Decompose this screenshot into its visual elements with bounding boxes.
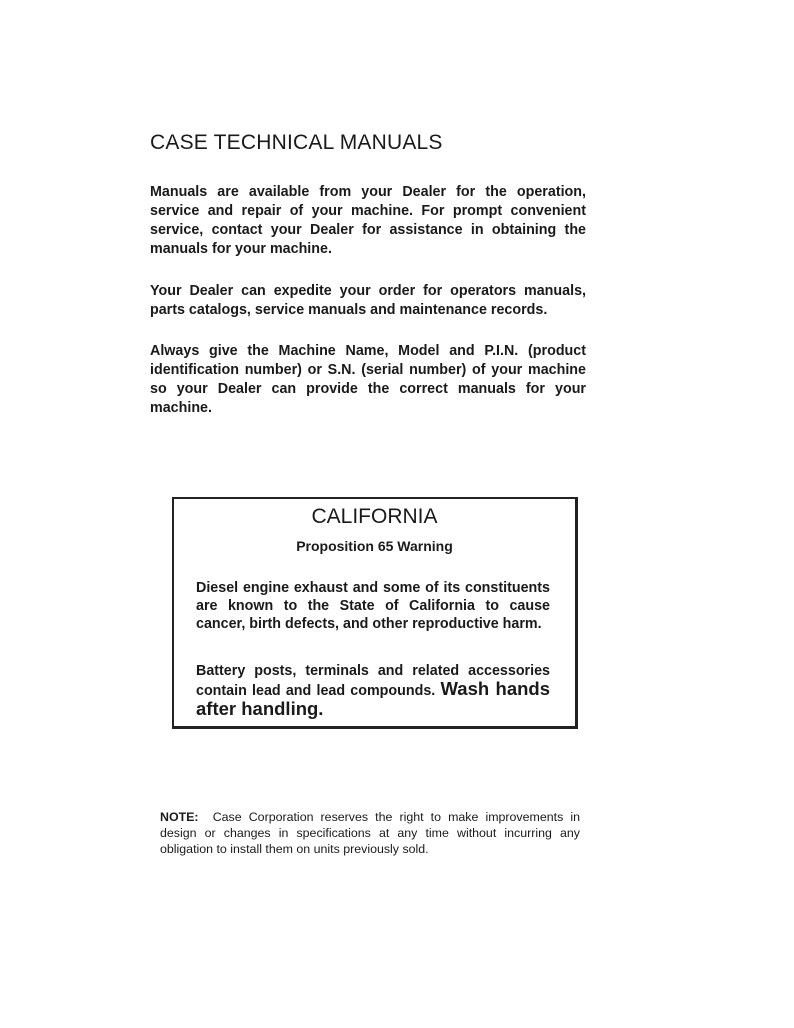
warning-diesel-paragraph: Diesel engine exhaust and some of its constituents are known to the State of California to cause cancer, birth defects, and other reproductive harm. bbox=[196, 580, 550, 632]
warning-wash-hands-text: Wash hands after handling. bbox=[196, 678, 551, 719]
page-title: CASE TECHNICAL MANUALS bbox=[150, 131, 443, 154]
paragraph-manuals-available: Manuals are available from your Dealer for the operation, service and repair of your machine. For prompt convenient service, contact your Dealer for assistance in obtaining the manuals for your machine. bbox=[150, 184, 586, 257]
note-text: Case Corporation reserves the right to make improvements in design or changes in specifications at any time without incurring any obligation to install them on units previously sold. bbox=[160, 810, 580, 856]
paragraph-machine-info: Always give the Machine Name, Model and P.I.N. (product identification number) or S.N. (serial number) of your machine so your Dealer can provide the correct manuals for your machine. bbox=[150, 343, 586, 416]
warning-subheading: Proposition 65 Warning bbox=[296, 538, 453, 554]
warning-battery-text: Battery posts, terminals and related accessories contain lead and lead compounds. bbox=[196, 663, 550, 699]
note-paragraph bbox=[160, 809, 580, 857]
warning-battery-paragraph bbox=[196, 662, 550, 720]
warning-heading: CALIFORNIA bbox=[311, 505, 438, 528]
note-label: NOTE: bbox=[160, 810, 199, 824]
paragraph-dealer-expedite: Your Dealer can expedite your order for operators manuals, parts catalogs, service manuals and maintenance records. bbox=[150, 283, 586, 318]
california-warning-box bbox=[172, 497, 578, 729]
